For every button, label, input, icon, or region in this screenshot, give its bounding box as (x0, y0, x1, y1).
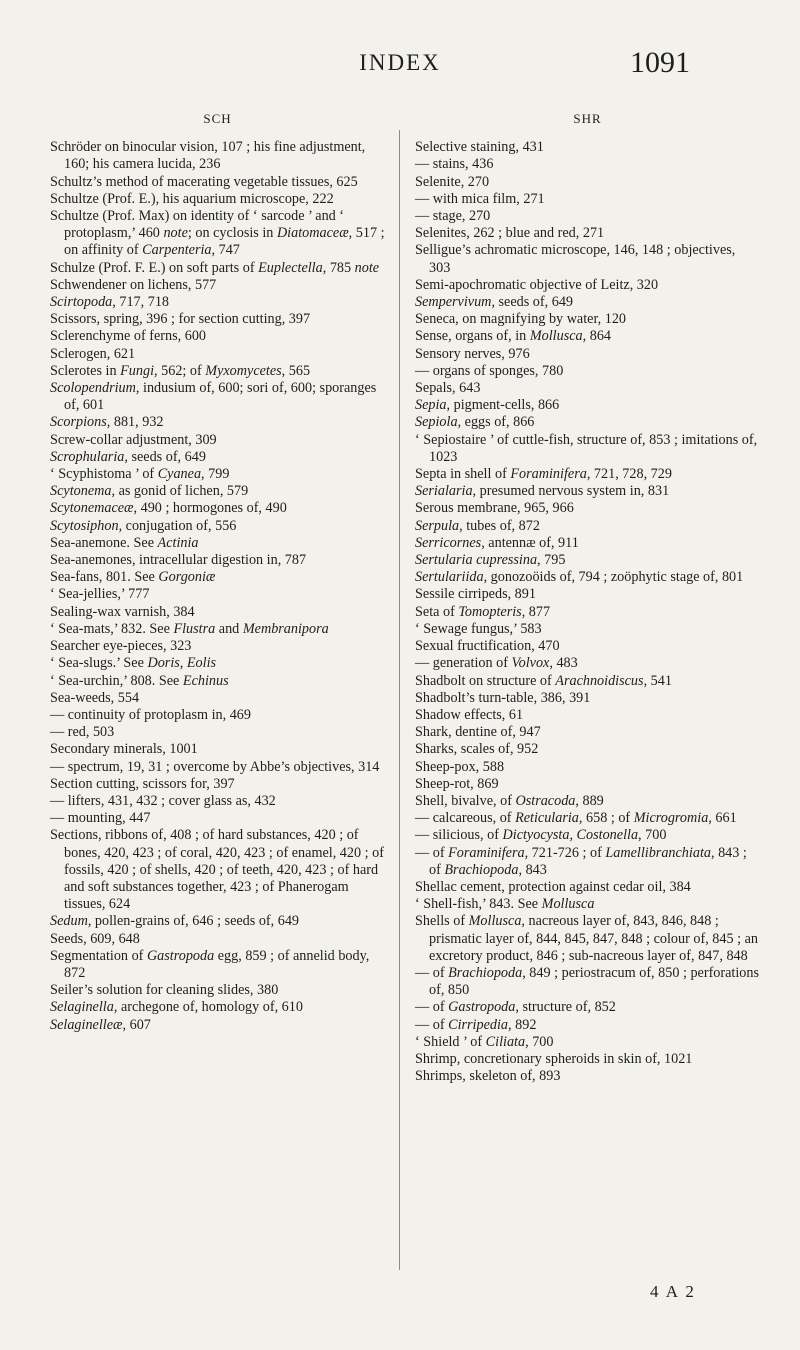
index-entry (415, 879, 760, 896)
index-entry-italic: Ciliata (485, 1033, 526, 1050)
index-entry (415, 483, 760, 500)
index-entry-text: Sheep-rot, 869 (415, 775, 499, 792)
index-entry-text: and (215, 620, 243, 637)
index-entry-italic: Scytosiphon (50, 517, 119, 534)
index-entry-italic: Ostracoda (515, 792, 576, 809)
index-entry-text: — with mica film, 271 (415, 190, 545, 207)
index-entry (50, 277, 385, 294)
index-entry-italic: Foraminifera (448, 844, 525, 861)
index-entry (415, 156, 760, 173)
index-entry-italic: Cirripedia (448, 1016, 509, 1033)
index-entry-text: Schultz’s method of macerating vegetable tissues, 625 (50, 173, 358, 190)
index-entry (415, 759, 760, 776)
index-entry (50, 1017, 385, 1034)
index-entry (50, 328, 385, 345)
index-entry (415, 1017, 760, 1034)
index-entry (50, 741, 385, 758)
index-entry-text: Selligue’s achromatic microscope, 146, 148 ; objectives, 303 (415, 242, 736, 276)
index-entry-text: , 658 ; of (578, 810, 634, 827)
index-entry-text: Scissors, spring, 396 ; for section cutting, 397 (50, 311, 311, 328)
index-entry (415, 655, 760, 672)
index-entry-text: Secondary minerals, 1001 (50, 741, 198, 758)
index-entry-text: Schulze (Prof. F. E.) on soft parts of (50, 259, 259, 276)
index-entry-text: Sealing-wax varnish, 384 (50, 603, 195, 620)
index-entry-text: , seeds of, 649 (124, 448, 206, 465)
printer-signature: 4 A 2 (650, 1282, 696, 1301)
index-entry-text: Selenites, 262 ; blue and red, 271 (415, 225, 605, 242)
index-entry (415, 845, 760, 879)
index-entry-italic: Carpenteria (142, 242, 212, 259)
index-entry-italic: Sepia (415, 397, 447, 414)
index-entry-text: — stage, 270 (415, 208, 491, 225)
index-entry-text: Selenite, 270 (415, 173, 490, 190)
index-entry-text: Schwendener on lichens, 577 (50, 276, 217, 293)
index-entry (50, 655, 385, 672)
index-entry-italic: Scrophularia (50, 448, 125, 465)
index-entry-text: , 785 (322, 259, 355, 276)
index-entry-text: Semi-apochromatic objective of Leitz, 320 (415, 276, 659, 293)
index-entry (50, 535, 385, 552)
index-entry-italic: Actinia (157, 534, 199, 551)
index-entry (415, 638, 760, 655)
index-entry-italic: Gastropoda (448, 999, 516, 1016)
index-entry (50, 208, 385, 260)
index-entry-text: , 864 (582, 328, 611, 345)
index-entry (415, 569, 760, 586)
index-entry (415, 621, 760, 638)
index-entry-text: , presumed nervous system in, 831 (472, 483, 670, 500)
index-entry-text: — generation of (415, 655, 512, 672)
index-entry (50, 552, 385, 569)
index-entry (415, 466, 760, 483)
index-entry-text: ‘ Sea-jellies,’ 777 (50, 586, 150, 603)
index-entry-italic: Tomopteris (458, 603, 522, 620)
index-entry (415, 965, 760, 999)
index-entry-italic: Gastropoda (146, 947, 215, 964)
index-entry (415, 518, 760, 535)
index-entry-text: , 892 (508, 1016, 537, 1033)
index-entry-text: , as gonid of lichen, 579 (111, 483, 249, 500)
index-entry-text: — stains, 436 (415, 156, 494, 173)
index-entry-italic: Scirtopoda (50, 294, 113, 311)
index-entry-italic: Sepiola (415, 414, 458, 431)
index-entry (50, 432, 385, 449)
index-entry (415, 500, 760, 517)
index-entry (50, 810, 385, 827)
index-entry-text: , 562; of (154, 362, 206, 379)
index-entry-italic: note (163, 225, 188, 242)
index-entry (415, 225, 760, 242)
index-entry-text: , 881, 932 (106, 414, 164, 431)
index-entry-text: , 721, 728, 729 (586, 466, 672, 483)
index-entry-text: , 483 (549, 655, 578, 672)
index-entry-text: Screw-collar adjustment, 309 (50, 431, 217, 448)
index-entry-italic: Membranipora (242, 620, 329, 637)
running-title: INDEX (359, 50, 441, 75)
index-entry-text: Schultze (Prof. E.), his aquarium microscope, 222 (50, 190, 334, 207)
index-entry-text: Sense, organs of, in (415, 328, 530, 345)
index-entry-text: ‘ Shell-fish,’ 843. See (415, 896, 542, 913)
index-entry-italic: Doris, Eolis (147, 655, 217, 672)
index-entry-italic: Foraminifera (510, 466, 587, 483)
index-entry-italic: Serpula (415, 517, 460, 534)
index-entry-text: , 565 (281, 362, 311, 379)
index-entry (415, 380, 760, 397)
index-entry (50, 793, 385, 810)
index-entry (415, 139, 760, 156)
index-entry-text: , 661 (708, 810, 737, 827)
index-entry-italic: Mollusca (541, 896, 595, 913)
index-entry-text: — of (415, 1016, 449, 1033)
index-entry-text: , pigment-cells, 866 (446, 397, 560, 414)
index-entry (415, 414, 760, 431)
index-entry (50, 999, 385, 1016)
index-entry-text: Sheep-pox, 588 (415, 758, 505, 775)
index-entry-text: Septa in shell of (415, 466, 511, 483)
index-entry-text: — silicious, of (415, 827, 503, 844)
index-entry (50, 690, 385, 707)
index-entry (415, 432, 760, 466)
index-entry (50, 483, 385, 500)
index-entry (50, 638, 385, 655)
index-entry-text: , 717, 718 (112, 294, 170, 311)
index-entry-text: , 877 (521, 603, 551, 620)
index-entry-text: , gonozoöids of, 794 ; zoöphytic stage of, 801 (483, 569, 744, 586)
index-entry-text: Shadbolt on structure of (415, 672, 556, 689)
index-entry (50, 604, 385, 621)
index-entry (415, 294, 760, 311)
index-entries-right (415, 139, 760, 1085)
index-entry-text: , seeds of, 649 (491, 294, 574, 311)
index-entry-text: Shadbolt’s turn-table, 386, 391 (415, 689, 591, 706)
index-entry-text: Serous membrane, 965, 966 (415, 500, 574, 517)
column-divider (399, 130, 400, 1270)
index-entry (415, 827, 760, 844)
index-entry-italic: Euplectella (258, 259, 323, 276)
index-entry (415, 328, 760, 345)
index-entry (415, 673, 760, 690)
index-entry-italic: Sertularia cupressina (415, 552, 538, 569)
index-entry-text: Sea-fans, 801. See (50, 569, 159, 586)
index-entry-text: , 490 ; hormogones of, 490 (133, 500, 287, 517)
index-entry (415, 604, 760, 621)
index-entry (50, 518, 385, 535)
index-entry-text: Shellac cement, protection against cedar oil, 384 (415, 878, 691, 895)
index-entry-text: — red, 503 (50, 724, 115, 741)
index-entry-italic: Mollusca (468, 913, 522, 930)
index-entry-text: Shrimp, concretionary spheroids in skin of, 1021 (415, 1050, 693, 1067)
index-entry-text: egg, 859 ; of annelid body, 872 (64, 947, 370, 981)
index-entry (50, 759, 385, 776)
column-head-right: SHR (573, 111, 602, 126)
index-entry (415, 741, 760, 758)
index-entry-text: Sea-weeds, 554 (50, 689, 140, 706)
index-entry-text: — lifters, 431, 432 ; cover glass as, 432 (50, 792, 276, 809)
index-entry-text: ‘ Sewage fungus,’ 583 (415, 620, 542, 637)
index-entry (50, 621, 385, 638)
index-entry-text: — organs of sponges, 780 (415, 362, 564, 379)
index-entry-italic: Reticularia (515, 810, 579, 827)
index-entry-italic: Cyanea (157, 466, 202, 483)
index-entry (50, 363, 385, 380)
index-entry-text: Seiler’s solution for cleaning slides, 380 (50, 982, 279, 999)
index-entry-italic: Gorgoniæ (158, 569, 216, 586)
index-entry (50, 466, 385, 483)
index-entry-italic: Scytonema (50, 483, 112, 500)
index-entry-italic: Microgromia (633, 810, 709, 827)
index-entry-text: Sharks, scales of, 952 (415, 741, 539, 758)
index-entry (415, 363, 760, 380)
index-entry-text: ‘ Sea-mats,’ 832. See (50, 620, 174, 637)
index-entry-text: , 721-726 ; of (524, 844, 606, 861)
index-entry-text: , eggs of, 866 (457, 414, 535, 431)
index-entry-text: , pollen-grains of, 646 ; seeds of, 649 (87, 913, 300, 930)
index-entry (415, 1051, 760, 1068)
index-entry (50, 673, 385, 690)
index-entry-text: , 700 (638, 827, 667, 844)
index-entry-text: — continuity of protoplasm in, 469 (50, 706, 251, 723)
index-entry-text: Shrimps, skeleton of, 893 (415, 1068, 561, 1085)
index-entry (50, 346, 385, 363)
column-head-left: SCH (203, 111, 232, 126)
index-entry (50, 776, 385, 793)
index-entry-text: Sessile cirripeds, 891 (415, 586, 536, 603)
index-entry (415, 810, 760, 827)
index-entry-text: Shell, bivalve, of (415, 792, 516, 809)
index-entry (50, 139, 385, 173)
index-entry-text: , structure of, 852 (515, 999, 616, 1016)
index-entry (50, 294, 385, 311)
index-entry (50, 174, 385, 191)
index-column-left (50, 110, 385, 1034)
index-entry-text: — of (415, 844, 449, 861)
index-entry (50, 380, 385, 414)
index-entry-text: , archegone of, homology of, 610 (113, 999, 303, 1016)
index-entry (50, 827, 385, 913)
index-entry-italic: note (354, 259, 380, 276)
index-entry-italic: Sempervivum (415, 294, 492, 311)
index-entry-text: Sclerogen, 621 (50, 345, 136, 362)
index-entry (415, 707, 760, 724)
index-entry-italic: Diatomaceæ (276, 225, 349, 242)
index-entry-text: Section cutting, scissors for, 397 (50, 775, 235, 792)
index-entry (50, 449, 385, 466)
index-entry (415, 724, 760, 741)
index-entry (415, 535, 760, 552)
index-entry (50, 260, 385, 277)
index-entry (50, 311, 385, 328)
index-entry (50, 948, 385, 982)
index-entry-text: Selective staining, 431 (415, 139, 544, 156)
index-entry-text: Searcher eye-pieces, 323 (50, 638, 192, 655)
index-column-right (415, 110, 760, 1085)
index-entry-italic: Myxomycetes (205, 362, 282, 379)
index-entry-italic: Serricornes (415, 534, 482, 551)
index-entry (415, 346, 760, 363)
index-entry-text: Seeds, 609, 648 (50, 930, 140, 947)
index-entry-italic: Scolopendrium (50, 380, 136, 397)
index-entry (415, 999, 760, 1016)
index-entry (50, 414, 385, 431)
index-entry-text: , conjugation of, 556 (118, 517, 237, 534)
index-entry-text: , 607 (122, 1016, 151, 1033)
index-entry (415, 242, 760, 276)
index-entry-text: , antennæ of, 911 (481, 534, 579, 551)
index-entry-italic: Dictyocysta, Costonella (502, 827, 639, 844)
index-entry-text: Shells of (415, 913, 469, 930)
index-entry (50, 500, 385, 517)
page-number: 1091 (630, 46, 690, 79)
index-entry-italic: Fungi (120, 362, 155, 379)
index-entry-text: Segmentation of (50, 947, 147, 964)
index-entry-text: ‘ Sea-urchin,’ 808. See (50, 672, 183, 689)
index-entry-italic: Scorpions (50, 414, 107, 431)
index-entries-left (50, 139, 385, 1034)
index-entry-text: , nacreous layer of, 843, 846, 848 ; prismatic layer of, 844, 845, 847, 848 ; colour of, 845 ; an excretory product, 846 ; sub-nacreous layer of, 847, 848 (429, 913, 759, 964)
index-entry-text: , 747 (211, 242, 240, 259)
index-entry-text: Sclerotes in (50, 362, 121, 379)
index-entry-text: Seta of (415, 603, 459, 620)
index-entry-italic: Flustra (173, 620, 216, 637)
index-entry (415, 1034, 760, 1051)
index-entry-text: ‘ Scyphistoma ’ of (50, 466, 158, 483)
index-entry (415, 174, 760, 191)
index-entry-text: Sea-anemones, intracellular digestion in, 787 (50, 552, 307, 569)
index-entry-italic: Mollusca (529, 328, 583, 345)
index-entry-text: Sclerenchyme of ferns, 600 (50, 328, 207, 345)
index-entry-text: , 843 ; of (429, 844, 747, 878)
index-entry (415, 586, 760, 603)
index-entry-italic: Sertulariida (415, 569, 484, 586)
index-entry (415, 208, 760, 225)
index-entry (415, 690, 760, 707)
index-entry-text: Schultze (Prof. Max) on identity of ‘ sarcode ’ and ‘ protoplasm,’ 460 (50, 208, 345, 242)
index-entry (415, 776, 760, 793)
index-entry-text: Shadow effects, 61 (415, 706, 524, 723)
index-entry-text: ; on cyclosis in (187, 225, 277, 242)
index-entry (50, 586, 385, 603)
index-entry-text: Sexual fructification, 470 (415, 638, 560, 655)
index-entry (50, 191, 385, 208)
index-entry-text: — of (415, 964, 449, 981)
index-entry-text: , 517 ; on affinity of (64, 225, 385, 259)
index-entry-text: Sepals, 643 (415, 380, 481, 397)
index-entry (415, 793, 760, 810)
index-entry (415, 397, 760, 414)
index-entry-italic: Selaginelleæ (50, 1016, 123, 1033)
index-entry-italic: Arachnoidiscus (555, 672, 644, 689)
index-entry-text: , 795 (537, 552, 566, 569)
index-entry-text: ‘ Sepiostaire ’ of cuttle-fish, structure of, 853 ; imitations of, 1023 (415, 431, 758, 465)
index-entry (415, 191, 760, 208)
index-entry (415, 277, 760, 294)
index-entry-text: Sea-anemone. See (50, 534, 158, 551)
index-entry-text: , 541 (643, 672, 672, 689)
index-entry-text: Seneca, on magnifying by water, 120 (415, 311, 627, 328)
index-entry (50, 931, 385, 948)
index-entry-text: — spectrum, 19, 31 ; overcome by Abbe’s objectives, 314 (50, 758, 380, 775)
index-entry-text: , indusium of, 600; sori of, 600; sporanges of, 601 (64, 380, 377, 414)
index-entry-italic: Serialaria (415, 483, 473, 500)
index-entry-text: , 889 (575, 792, 604, 809)
index-entry (415, 1068, 760, 1085)
index-entry-italic: Volvox (511, 655, 550, 672)
index-entry-italic: Brachiopoda (444, 861, 519, 878)
index-entry-text: ‘ Shield ’ of (415, 1033, 486, 1050)
index-entry-text: , 799 (201, 466, 230, 483)
index-entry (50, 724, 385, 741)
index-entry (415, 913, 760, 965)
index-entry-italic: Scytonemaceæ (50, 500, 134, 517)
index-entry-italic: Lamellibranchiata (605, 844, 711, 861)
index-entry (50, 707, 385, 724)
index-entry-text: , 700 (525, 1033, 554, 1050)
page-header (0, 46, 800, 86)
index-entry-text: Sensory nerves, 976 (415, 345, 530, 362)
index-entry-text: — mounting, 447 (50, 810, 151, 827)
index-entry-italic: Sedum (50, 913, 88, 930)
index-entry-text: Sections, ribbons of, 408 ; of hard substances, 420 ; of bones, 420, 423 ; of coral, 420, 423 ; of enamel, 420 ; of fossils, 420 ; of shells, 420 ; of teeth, 420, 423 ; of hard and soft substances together, 423 ; of Phanerogam tissues, 624 (50, 827, 384, 913)
index-entry (50, 569, 385, 586)
index-entry-italic: Brachiopoda (448, 964, 523, 981)
index-entry-text: Schröder on binocular vision, 107 ; his fine adjustment, 160; his camera lucida, 236 (50, 139, 366, 173)
index-entry-text: , tubes of, 872 (459, 517, 540, 534)
index-entry (415, 311, 760, 328)
index-entry-text: ‘ Sea-slugs.’ See (50, 655, 148, 672)
index-entry-text: , 849 ; periostracum of, 850 ; perforations of, 850 (429, 964, 759, 999)
index-entry (50, 913, 385, 930)
index-entry (415, 552, 760, 569)
index-entry-text: , 843 (518, 861, 547, 878)
index-entry-italic: Selaginella (50, 999, 114, 1016)
index-entry-text: — calcareous, of (415, 810, 516, 827)
index-entry-italic: Echinus (182, 672, 229, 689)
index-entry-text: — of (415, 999, 449, 1016)
index-entry (50, 982, 385, 999)
index-entry (415, 896, 760, 913)
index-entry-text: Shark, dentine of, 947 (415, 724, 541, 741)
